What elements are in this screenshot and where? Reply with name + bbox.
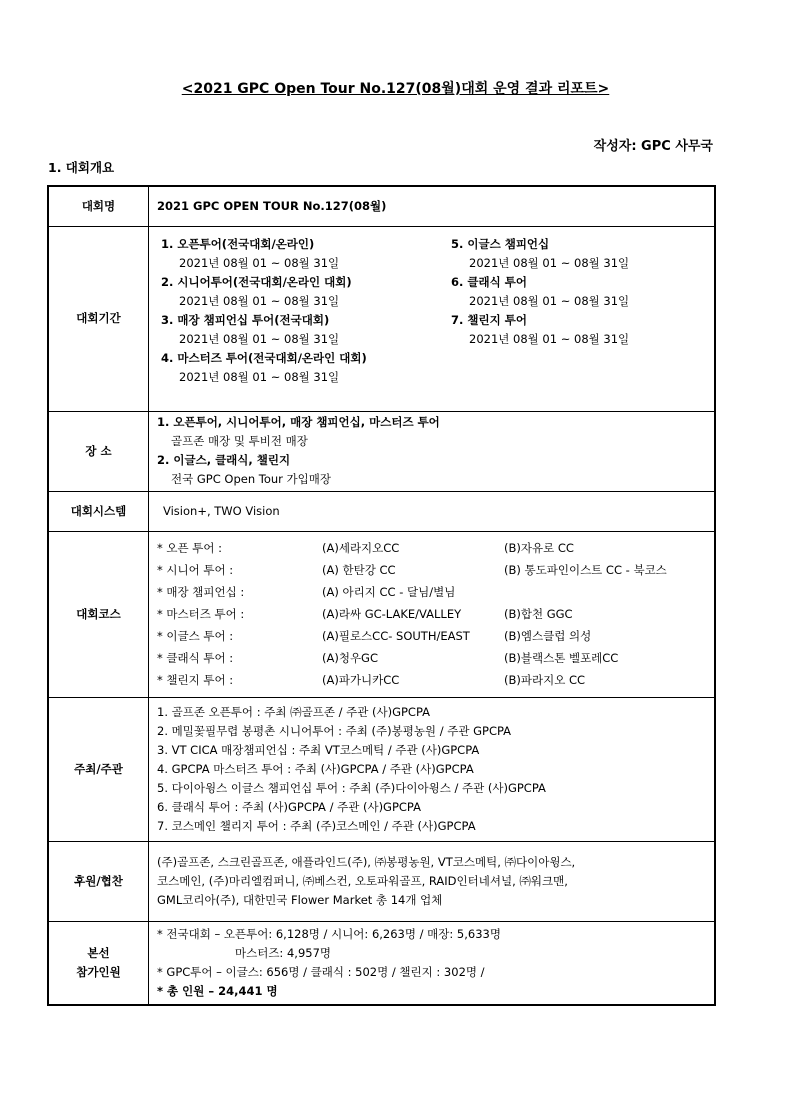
period-cell	[149, 226, 716, 411]
host-cell	[149, 697, 716, 841]
course-cell	[149, 531, 716, 697]
period-left-column	[161, 235, 451, 387]
host-item: 1. 골프존 오픈투어 : 주최 ㈜골프존 / 주관 (사)GPCPA	[157, 704, 431, 719]
label-system: 대회시스템	[48, 491, 149, 531]
sponsor-line: GML코리아(주), 대한민국 Flower Market 총 14개 업체	[157, 892, 443, 907]
sponsor-cell	[149, 841, 716, 921]
course-row: * 오픈 투어 : (A)세라지오CC (B)자유로 CC	[157, 541, 574, 555]
value-system: Vision+, TWO Vision	[149, 491, 716, 531]
course-row: * 매장 챔피언십 : (A) 아리지 CC - 달님/별님	[157, 585, 456, 599]
course-row: * 이글스 투어 : (A)필로스CC- SOUTH/EAST (B)엠스클럽 의성	[157, 629, 592, 643]
author-line: 작성자: GPC 사무국	[593, 139, 713, 154]
course-row: * 클래식 투어 : (A)청우GC (B)블랙스톤 벨포레CC	[157, 651, 619, 665]
row-tournament-name	[48, 186, 715, 226]
row-venue	[48, 411, 715, 491]
venue-cell	[149, 411, 716, 491]
venue-line: 2. 이글스, 클래식, 챌린지	[157, 453, 291, 467]
host-item: 6. 클래식 투어 : 주최 (사)GPCPA / 주관 (사)GPCPA	[157, 799, 421, 814]
label-period: 대회기간	[48, 226, 149, 411]
row-sponsor	[48, 841, 715, 921]
course-row: * 챌린지 투어 : (A)파가니카CC (B)파라지오 CC	[157, 673, 586, 687]
course-row: * 시니어 투어 : (A) 한탄강 CC (B) 통도파인이스트 CC - 북코스	[157, 563, 667, 577]
report-title: <2021 GPC Open Tour No.127(08월)대회 운영 결과 리포트>	[181, 81, 610, 97]
label-sponsor: 후원/협찬	[48, 841, 149, 921]
host-item: 3. VT CICA 매장챔피언십 : 주최 VT코스메틱 / 주관 (사)GPCPA	[157, 742, 480, 757]
section-heading: 1. 대회개요	[48, 160, 115, 175]
period-item: 2. 시니어투어(전국대회/온라인 대회) 2021년 08월 01 ~ 08월 31일	[161, 274, 352, 308]
label-venue: 장 소	[48, 411, 149, 491]
participants-line: * GPC투어 – 이글스: 656명 / 클래식 : 502명 / 챌린지 : 302명 /	[157, 964, 485, 979]
participants-total: * 총 인원 – 24,441 명	[157, 983, 278, 998]
label-tournament-name: 대회명	[48, 186, 149, 226]
label-participants: 본선 참가인원	[48, 921, 149, 1005]
period-item: 1. 오픈투어(전국대회/온라인) 2021년 08월 01 ~ 08월 31일	[161, 236, 340, 270]
course-row: * 마스터즈 투어 : (A)라싸 GC-LAKE/VALLEY (B)합천 GGC	[157, 607, 573, 621]
venue-line: 1. 오픈투어, 시니어투어, 매장 챔피언십, 마스터즈 투어	[157, 415, 440, 429]
period-item: 7. 챌린지 투어 2021년 08월 01 ~ 08월 31일	[451, 312, 630, 346]
venue-line: 골프존 매장 및 투비전 매장	[171, 434, 308, 448]
host-item: 7. 코스메인 챌리지 투어 : 주최 (주)코스메인 / 주관 (사)GPCPA	[157, 818, 476, 833]
period-item: 5. 이글스 챔피언십 2021년 08월 01 ~ 08월 31일	[451, 236, 630, 270]
row-participants	[48, 921, 715, 1005]
participants-line: * 전국대회 – 오픈투어: 6,128명 / 시니어: 6,263명 / 매장: 5,633명	[157, 926, 501, 941]
venue-line: 전국 GPC Open Tour 가입매장	[171, 472, 331, 486]
row-host	[48, 697, 715, 841]
period-item: 4. 마스터즈 투어(전국대회/온라인 대회) 2021년 08월 01 ~ 08월 31일	[161, 350, 367, 384]
host-item: 5. 다이아윙스 이글스 챔피언십 투어 : 주최 (주)다이아윙스 / 주관 (사)GPCPA	[157, 780, 546, 795]
period-right-column	[451, 235, 711, 387]
value-tournament-name: 2021 GPC OPEN TOUR No.127(08월)	[149, 186, 716, 226]
participants-cell	[149, 921, 716, 1005]
period-item: 3. 매장 챔피언십 투어(전국대회) 2021년 08월 01 ~ 08월 31일	[161, 312, 340, 346]
host-item: 4. GPCPA 마스터즈 투어 : 주최 (사)GPCPA / 주관 (사)GPCPA	[157, 761, 474, 776]
overview-table	[47, 185, 716, 1006]
sponsor-line: 코스메인, (주)마리엘컴퍼니, ㈜베스컨, 오토파워골프, RAID인터네셔널, ㈜워크맨,	[157, 873, 568, 888]
host-item: 2. 메밀꽃필무렵 봉평촌 시니어투어 : 주최 (주)봉평농원 / 주관 GPCPA	[157, 723, 512, 738]
row-course	[48, 531, 715, 697]
label-host: 주최/주관	[48, 697, 149, 841]
row-system	[48, 491, 715, 531]
label-course: 대회코스	[48, 531, 149, 697]
row-period	[48, 226, 715, 411]
period-item: 6. 클래식 투어 2021년 08월 01 ~ 08월 31일	[451, 274, 630, 308]
sponsor-line: (주)골프존, 스크린골프존, 애플라인드(주), ㈜봉평농원, VT코스메틱, ㈜다이아윙스,	[157, 854, 576, 869]
participants-line: 마스터즈: 4,957명	[235, 945, 331, 960]
